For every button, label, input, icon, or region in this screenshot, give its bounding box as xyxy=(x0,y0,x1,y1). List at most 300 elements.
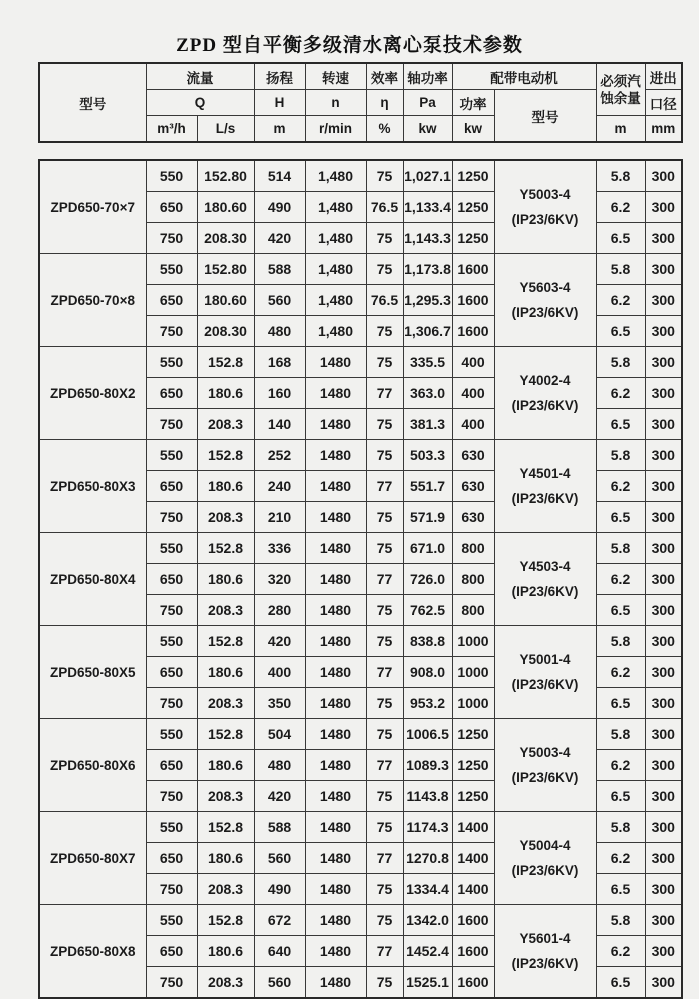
table-row xyxy=(39,719,682,750)
motor-spec-line: (IP23/6KV) xyxy=(511,677,579,692)
speed-cell: 1480 xyxy=(305,533,366,564)
diameter-cell: 300 xyxy=(645,843,682,874)
head-cell: 480 xyxy=(254,316,305,347)
motor-power-cell: 1600 xyxy=(452,936,494,967)
header-efficiency-symbol: η xyxy=(366,90,403,116)
flow-m3h-cell: 550 xyxy=(146,254,197,285)
efficiency-cell: 77 xyxy=(366,564,403,595)
spec-header-table xyxy=(38,62,683,143)
pump-model-cell: ZPD650-80X4 xyxy=(39,533,146,626)
motor-model-line: Y5003-4 xyxy=(519,745,571,760)
motor-model-cell xyxy=(494,440,596,533)
npsh-cell: 6.5 xyxy=(596,409,645,440)
flow-m3h-cell: 550 xyxy=(146,160,197,192)
speed-cell: 1480 xyxy=(305,905,366,936)
motor-model-line: Y4503-4 xyxy=(519,559,571,574)
flow-ls-cell: 180.6 xyxy=(197,657,254,688)
flow-ls-cell: 152.80 xyxy=(197,160,254,192)
flow-ls-cell: 180.6 xyxy=(197,843,254,874)
motor-power-cell: 1400 xyxy=(452,812,494,843)
flow-m3h-cell: 750 xyxy=(146,316,197,347)
motor-spec-line: (IP23/6KV) xyxy=(511,956,579,971)
flow-ls-cell: 152.80 xyxy=(197,254,254,285)
shaft-power-cell: 838.8 xyxy=(403,626,452,657)
efficiency-cell: 76.5 xyxy=(366,285,403,316)
head-cell: 490 xyxy=(254,192,305,223)
flow-m3h-cell: 650 xyxy=(146,564,197,595)
npsh-cell: 6.5 xyxy=(596,781,645,812)
diameter-cell: 300 xyxy=(645,874,682,905)
diameter-cell: 300 xyxy=(645,254,682,285)
header-row-1 xyxy=(39,63,682,90)
flow-m3h-cell: 750 xyxy=(146,688,197,719)
motor-power-cell: 400 xyxy=(452,347,494,378)
flow-ls-cell: 208.30 xyxy=(197,316,254,347)
motor-spec-line: (IP23/6KV) xyxy=(511,770,579,785)
efficiency-cell: 77 xyxy=(366,843,403,874)
motor-model-cell xyxy=(494,533,596,626)
efficiency-cell: 75 xyxy=(366,812,403,843)
flow-ls-cell: 208.3 xyxy=(197,595,254,626)
shaft-power-cell: 551.7 xyxy=(403,471,452,502)
diameter-cell: 300 xyxy=(645,471,682,502)
flow-m3h-cell: 550 xyxy=(146,812,197,843)
flow-m3h-cell: 550 xyxy=(146,440,197,471)
diameter-cell: 300 xyxy=(645,223,682,254)
motor-power-cell: 1600 xyxy=(452,905,494,936)
shaft-power-cell: 381.3 xyxy=(403,409,452,440)
npsh-cell: 5.8 xyxy=(596,719,645,750)
head-cell: 588 xyxy=(254,812,305,843)
motor-power-cell: 1000 xyxy=(452,688,494,719)
head-cell: 514 xyxy=(254,160,305,192)
npsh-cell: 5.8 xyxy=(596,533,645,564)
table-row xyxy=(39,160,682,192)
flow-ls-cell: 208.3 xyxy=(197,874,254,905)
header-npsh xyxy=(596,63,645,116)
header-unit-motor-power: kw xyxy=(452,116,494,143)
head-cell: 350 xyxy=(254,688,305,719)
motor-power-cell: 1400 xyxy=(452,843,494,874)
npsh-cell: 6.5 xyxy=(596,688,645,719)
head-cell: 560 xyxy=(254,967,305,999)
npsh-cell: 6.2 xyxy=(596,378,645,409)
header-unit-speed: r/min xyxy=(305,116,366,143)
motor-model-cell xyxy=(494,626,596,719)
head-cell: 280 xyxy=(254,595,305,626)
npsh-cell: 5.8 xyxy=(596,626,645,657)
diameter-cell: 300 xyxy=(645,905,682,936)
shaft-power-cell: 726.0 xyxy=(403,564,452,595)
flow-m3h-cell: 650 xyxy=(146,285,197,316)
motor-power-cell: 1250 xyxy=(452,719,494,750)
diameter-cell: 300 xyxy=(645,626,682,657)
shaft-power-cell: 1006.5 xyxy=(403,719,452,750)
efficiency-cell: 75 xyxy=(366,688,403,719)
npsh-cell: 6.5 xyxy=(596,595,645,626)
diameter-cell: 300 xyxy=(645,688,682,719)
header-unit-head: m xyxy=(254,116,305,143)
motor-power-cell: 1600 xyxy=(452,254,494,285)
diameter-cell: 300 xyxy=(645,378,682,409)
flow-m3h-cell: 650 xyxy=(146,192,197,223)
pump-model-cell: ZPD650-80X5 xyxy=(39,626,146,719)
flow-m3h-cell: 550 xyxy=(146,626,197,657)
efficiency-cell: 75 xyxy=(366,440,403,471)
speed-cell: 1480 xyxy=(305,347,366,378)
flow-ls-cell: 152.8 xyxy=(197,812,254,843)
diameter-cell: 300 xyxy=(645,595,682,626)
flow-m3h-cell: 750 xyxy=(146,502,197,533)
head-cell: 588 xyxy=(254,254,305,285)
header-unit-diameter: mm xyxy=(645,116,682,143)
flow-ls-cell: 208.3 xyxy=(197,967,254,999)
flow-m3h-cell: 550 xyxy=(146,905,197,936)
motor-power-cell: 800 xyxy=(452,595,494,626)
motor-model-cell xyxy=(494,719,596,812)
efficiency-cell: 77 xyxy=(366,378,403,409)
efficiency-cell: 75 xyxy=(366,626,403,657)
shaft-power-cell: 1270.8 xyxy=(403,843,452,874)
diameter-cell: 300 xyxy=(645,564,682,595)
efficiency-cell: 77 xyxy=(366,936,403,967)
flow-ls-cell: 152.8 xyxy=(197,440,254,471)
npsh-cell: 6.5 xyxy=(596,967,645,999)
speed-cell: 1480 xyxy=(305,812,366,843)
diameter-cell: 300 xyxy=(645,812,682,843)
speed-cell: 1,480 xyxy=(305,192,366,223)
motor-spec-line: (IP23/6KV) xyxy=(511,398,579,413)
efficiency-cell: 75 xyxy=(366,316,403,347)
head-cell: 160 xyxy=(254,378,305,409)
speed-cell: 1480 xyxy=(305,967,366,999)
motor-power-cell: 1250 xyxy=(452,160,494,192)
npsh-cell: 6.2 xyxy=(596,192,645,223)
efficiency-cell: 77 xyxy=(366,657,403,688)
efficiency-cell: 75 xyxy=(366,595,403,626)
header-speed-symbol: n xyxy=(305,90,366,116)
speed-cell: 1480 xyxy=(305,409,366,440)
speed-cell: 1480 xyxy=(305,564,366,595)
header-motor: 配带电动机 xyxy=(452,63,596,90)
head-cell: 490 xyxy=(254,874,305,905)
motor-power-cell: 400 xyxy=(452,409,494,440)
motor-power-cell: 800 xyxy=(452,564,494,595)
pump-model-cell: ZPD650-80X8 xyxy=(39,905,146,999)
speed-cell: 1,480 xyxy=(305,316,366,347)
flow-ls-cell: 180.6 xyxy=(197,936,254,967)
header-flow: 流量 xyxy=(146,63,254,90)
speed-cell: 1480 xyxy=(305,936,366,967)
header-npsh-line2: 蚀余量 xyxy=(600,90,641,106)
npsh-cell: 6.5 xyxy=(596,223,645,254)
efficiency-cell: 75 xyxy=(366,905,403,936)
head-cell: 320 xyxy=(254,564,305,595)
efficiency-cell: 75 xyxy=(366,160,403,192)
shaft-power-cell: 671.0 xyxy=(403,533,452,564)
npsh-cell: 6.5 xyxy=(596,502,645,533)
flow-m3h-cell: 650 xyxy=(146,471,197,502)
shaft-power-cell: 1,295.3 xyxy=(403,285,452,316)
head-cell: 420 xyxy=(254,626,305,657)
npsh-cell: 5.8 xyxy=(596,440,645,471)
header-npsh-line1: 必须汽 xyxy=(600,73,641,89)
flow-ls-cell: 180.6 xyxy=(197,471,254,502)
pump-model-cell: ZPD650-80X3 xyxy=(39,440,146,533)
flow-ls-cell: 152.8 xyxy=(197,626,254,657)
motor-power-cell: 630 xyxy=(452,440,494,471)
efficiency-cell: 75 xyxy=(366,347,403,378)
flow-ls-cell: 180.6 xyxy=(197,378,254,409)
speed-cell: 1480 xyxy=(305,626,366,657)
pump-model-cell: ZPD650-70×8 xyxy=(39,254,146,347)
shaft-power-cell: 1334.4 xyxy=(403,874,452,905)
flow-m3h-cell: 750 xyxy=(146,223,197,254)
head-cell: 420 xyxy=(254,781,305,812)
shaft-power-cell: 1174.3 xyxy=(403,812,452,843)
flow-ls-cell: 208.3 xyxy=(197,502,254,533)
head-cell: 400 xyxy=(254,657,305,688)
motor-power-cell: 1250 xyxy=(452,223,494,254)
header-unit-npsh: m xyxy=(596,116,645,143)
pump-table-body xyxy=(39,160,682,998)
npsh-cell: 6.2 xyxy=(596,843,645,874)
npsh-cell: 6.5 xyxy=(596,874,645,905)
speed-cell: 1480 xyxy=(305,440,366,471)
flow-ls-cell: 180.60 xyxy=(197,285,254,316)
header-unit-ls: L/s xyxy=(197,116,254,143)
diameter-cell: 300 xyxy=(645,533,682,564)
header-shaft-power: 轴功率 xyxy=(403,63,452,90)
speed-cell: 1,480 xyxy=(305,285,366,316)
flow-ls-cell: 208.3 xyxy=(197,409,254,440)
table-row xyxy=(39,440,682,471)
motor-spec-line: (IP23/6KV) xyxy=(511,305,579,320)
speed-cell: 1480 xyxy=(305,471,366,502)
motor-power-cell: 1250 xyxy=(452,781,494,812)
motor-power-cell: 1250 xyxy=(452,750,494,781)
pump-data-table xyxy=(38,159,683,999)
header-unit-shaft-power: kw xyxy=(403,116,452,143)
npsh-cell: 6.2 xyxy=(596,564,645,595)
shaft-power-cell: 363.0 xyxy=(403,378,452,409)
motor-model-line: Y4002-4 xyxy=(519,373,571,388)
motor-power-cell: 1600 xyxy=(452,285,494,316)
head-cell: 240 xyxy=(254,471,305,502)
speed-cell: 1,480 xyxy=(305,254,366,285)
speed-cell: 1480 xyxy=(305,719,366,750)
shaft-power-cell: 908.0 xyxy=(403,657,452,688)
shaft-power-cell: 762.5 xyxy=(403,595,452,626)
diameter-cell: 300 xyxy=(645,719,682,750)
efficiency-cell: 77 xyxy=(366,471,403,502)
table-row xyxy=(39,254,682,285)
diameter-cell: 300 xyxy=(645,440,682,471)
flow-ls-cell: 208.3 xyxy=(197,688,254,719)
flow-ls-cell: 180.6 xyxy=(197,750,254,781)
npsh-cell: 6.2 xyxy=(596,750,645,781)
diameter-cell: 300 xyxy=(645,657,682,688)
head-cell: 560 xyxy=(254,285,305,316)
flow-ls-cell: 152.8 xyxy=(197,533,254,564)
head-cell: 640 xyxy=(254,936,305,967)
motor-model-cell xyxy=(494,160,596,254)
speed-cell: 1480 xyxy=(305,595,366,626)
diameter-cell: 300 xyxy=(645,502,682,533)
shaft-power-cell: 1452.4 xyxy=(403,936,452,967)
table-row xyxy=(39,533,682,564)
motor-power-cell: 630 xyxy=(452,471,494,502)
efficiency-cell: 75 xyxy=(366,502,403,533)
head-cell: 560 xyxy=(254,843,305,874)
npsh-cell: 6.5 xyxy=(596,316,645,347)
head-cell: 210 xyxy=(254,502,305,533)
npsh-cell: 5.8 xyxy=(596,254,645,285)
npsh-cell: 5.8 xyxy=(596,812,645,843)
speed-cell: 1,480 xyxy=(305,160,366,192)
efficiency-cell: 76.5 xyxy=(366,192,403,223)
flow-m3h-cell: 750 xyxy=(146,409,197,440)
motor-power-cell: 800 xyxy=(452,533,494,564)
flow-ls-cell: 152.8 xyxy=(197,905,254,936)
motor-model-cell xyxy=(494,347,596,440)
diameter-cell: 300 xyxy=(645,160,682,192)
speed-cell: 1480 xyxy=(305,378,366,409)
motor-power-cell: 1600 xyxy=(452,967,494,999)
npsh-cell: 5.8 xyxy=(596,347,645,378)
diameter-cell: 300 xyxy=(645,967,682,999)
npsh-cell: 6.2 xyxy=(596,657,645,688)
npsh-cell: 5.8 xyxy=(596,905,645,936)
efficiency-cell: 75 xyxy=(366,874,403,905)
motor-model-line: Y5003-4 xyxy=(519,187,571,202)
flow-m3h-cell: 650 xyxy=(146,657,197,688)
header-unit-m3h: m³/h xyxy=(146,116,197,143)
diameter-cell: 300 xyxy=(645,192,682,223)
speed-cell: 1480 xyxy=(305,688,366,719)
shaft-power-cell: 335.5 xyxy=(403,347,452,378)
header-efficiency: 效率 xyxy=(366,63,403,90)
header-unit-efficiency: % xyxy=(366,116,403,143)
diameter-cell: 300 xyxy=(645,750,682,781)
npsh-cell: 6.2 xyxy=(596,285,645,316)
diameter-cell: 300 xyxy=(645,316,682,347)
header-motor-power: 功率 xyxy=(452,90,494,116)
flow-ls-cell: 152.8 xyxy=(197,719,254,750)
shaft-power-cell: 1342.0 xyxy=(403,905,452,936)
diameter-cell: 300 xyxy=(645,285,682,316)
header-head: 扬程 xyxy=(254,63,305,90)
motor-power-cell: 1600 xyxy=(452,316,494,347)
flow-m3h-cell: 750 xyxy=(146,781,197,812)
head-cell: 168 xyxy=(254,347,305,378)
motor-model-cell xyxy=(494,812,596,905)
shaft-power-cell: 1,027.1 xyxy=(403,160,452,192)
shaft-power-cell: 953.2 xyxy=(403,688,452,719)
flow-ls-cell: 152.8 xyxy=(197,347,254,378)
npsh-cell: 6.2 xyxy=(596,471,645,502)
motor-spec-line: (IP23/6KV) xyxy=(511,491,579,506)
flow-m3h-cell: 650 xyxy=(146,750,197,781)
speed-cell: 1,480 xyxy=(305,223,366,254)
motor-model-cell xyxy=(494,254,596,347)
efficiency-cell: 77 xyxy=(366,750,403,781)
flow-m3h-cell: 750 xyxy=(146,595,197,626)
head-cell: 504 xyxy=(254,719,305,750)
diameter-cell: 300 xyxy=(645,936,682,967)
motor-spec-line: (IP23/6KV) xyxy=(511,584,579,599)
motor-power-cell: 630 xyxy=(452,502,494,533)
header-speed: 转速 xyxy=(305,63,366,90)
efficiency-cell: 75 xyxy=(366,781,403,812)
pump-model-cell: ZPD650-70×7 xyxy=(39,160,146,254)
flow-ls-cell: 180.60 xyxy=(197,192,254,223)
efficiency-cell: 75 xyxy=(366,967,403,999)
pump-model-cell: ZPD650-80X7 xyxy=(39,812,146,905)
flow-m3h-cell: 650 xyxy=(146,378,197,409)
diameter-cell: 300 xyxy=(645,409,682,440)
motor-model-line: Y4501-4 xyxy=(519,466,571,481)
diameter-cell: 300 xyxy=(645,781,682,812)
header-diameter-line2: 口径 xyxy=(645,90,682,116)
shaft-power-cell: 571.9 xyxy=(403,502,452,533)
shaft-power-cell: 1,306.7 xyxy=(403,316,452,347)
speed-cell: 1480 xyxy=(305,657,366,688)
flow-m3h-cell: 550 xyxy=(146,347,197,378)
motor-spec-line: (IP23/6KV) xyxy=(511,863,579,878)
flow-ls-cell: 208.3 xyxy=(197,781,254,812)
npsh-cell: 6.2 xyxy=(596,936,645,967)
motor-power-cell: 1250 xyxy=(452,192,494,223)
flow-m3h-cell: 750 xyxy=(146,967,197,999)
header-motor-model: 型号 xyxy=(494,90,596,143)
motor-model-line: Y5004-4 xyxy=(519,838,571,853)
flow-m3h-cell: 650 xyxy=(146,843,197,874)
speed-cell: 1480 xyxy=(305,874,366,905)
motor-model-line: Y5603-4 xyxy=(519,280,571,295)
flow-m3h-cell: 650 xyxy=(146,936,197,967)
npsh-cell: 5.8 xyxy=(596,160,645,192)
table-row xyxy=(39,626,682,657)
speed-cell: 1480 xyxy=(305,843,366,874)
shaft-power-cell: 1525.1 xyxy=(403,967,452,999)
header-shaft-power-symbol: Pa xyxy=(403,90,452,116)
speed-cell: 1480 xyxy=(305,781,366,812)
motor-model-line: Y5001-4 xyxy=(519,652,571,667)
page-title: ZPD 型自平衡多级清水离心泵技术参数 xyxy=(176,35,523,56)
head-cell: 140 xyxy=(254,409,305,440)
table-row xyxy=(39,905,682,936)
motor-spec-line: (IP23/6KV) xyxy=(511,212,579,227)
header-model: 型号 xyxy=(39,63,146,142)
flow-m3h-cell: 550 xyxy=(146,719,197,750)
head-cell: 420 xyxy=(254,223,305,254)
shaft-power-cell: 1089.3 xyxy=(403,750,452,781)
motor-power-cell: 1000 xyxy=(452,626,494,657)
pump-model-cell: ZPD650-80X6 xyxy=(39,719,146,812)
shaft-power-cell: 1,143.3 xyxy=(403,223,452,254)
flow-m3h-cell: 750 xyxy=(146,874,197,905)
head-cell: 672 xyxy=(254,905,305,936)
efficiency-cell: 75 xyxy=(366,254,403,285)
flow-ls-cell: 208.30 xyxy=(197,223,254,254)
shaft-power-cell: 1,173.8 xyxy=(403,254,452,285)
efficiency-cell: 75 xyxy=(366,223,403,254)
header-diameter-line1: 进出 xyxy=(645,63,682,90)
flow-m3h-cell: 550 xyxy=(146,533,197,564)
header-flow-symbol: Q xyxy=(146,90,254,116)
motor-model-line: Y5601-4 xyxy=(519,931,571,946)
